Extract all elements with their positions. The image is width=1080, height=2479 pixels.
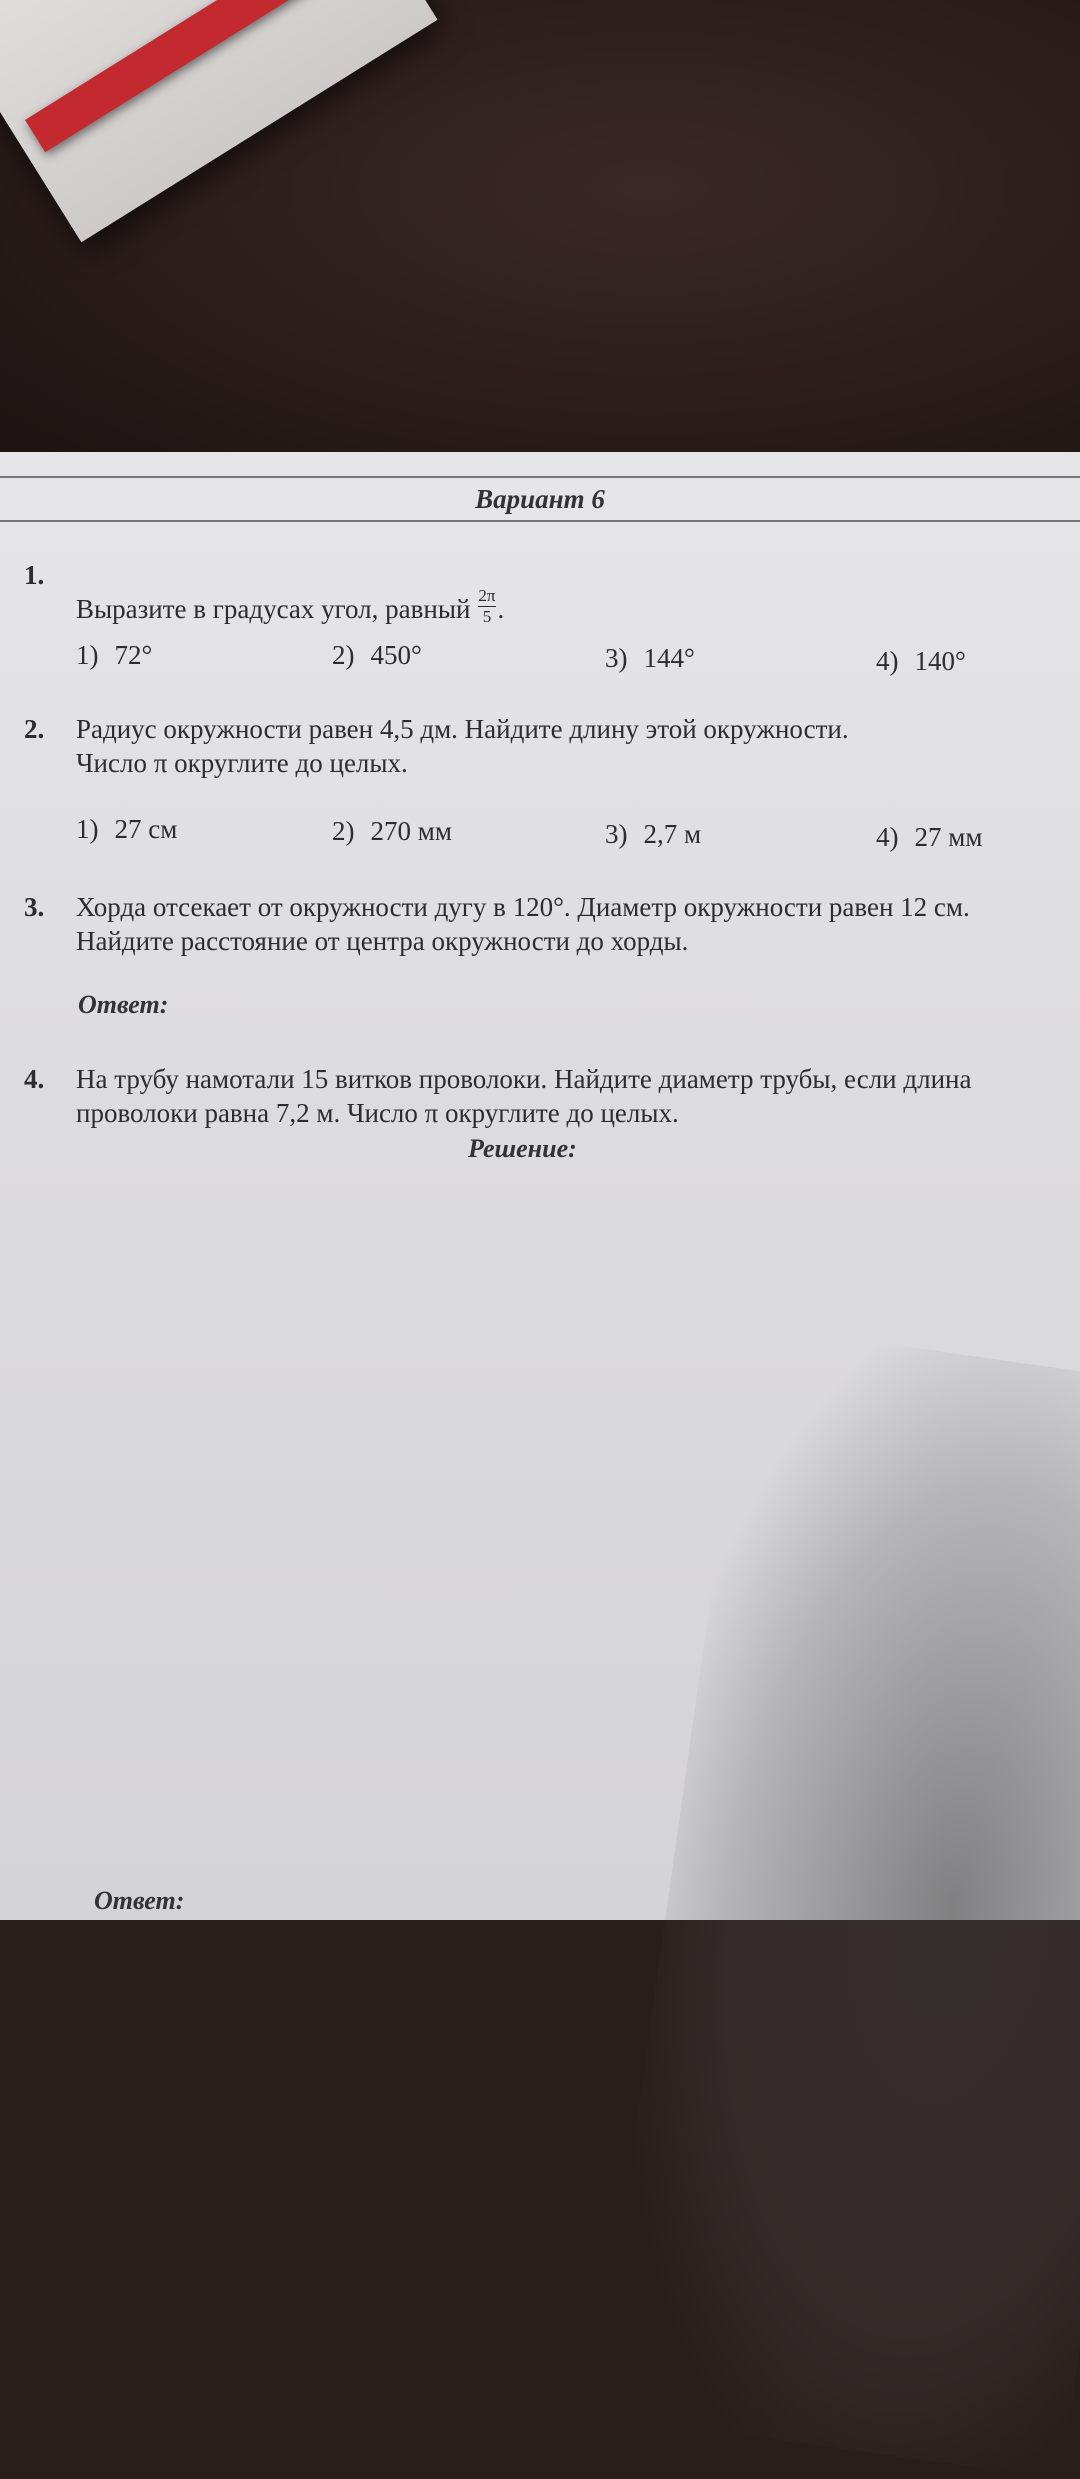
option-number: 4) [876,646,899,676]
option-value: 270 мм [370,816,452,846]
option-value: 144° [643,643,695,673]
option-value: 450° [370,640,422,670]
option-number: 1) [76,814,99,844]
option-number: 1) [76,640,99,670]
option-number: 4) [876,822,899,852]
task-punctuation: . [497,594,505,624]
task-2 [24,712,1074,782]
fraction-denominator: 5 [478,606,495,627]
task-text [76,558,1076,627]
answer-label: Ответ: [78,990,169,1019]
task-number: 3. [24,892,45,922]
task-number: 2. [24,714,45,744]
fraction-numerator: 2π [478,586,496,606]
option-number: 3) [605,819,628,849]
option-number: 2) [332,816,355,846]
solution-label: Решение: [468,1134,577,1163]
task-2-option-3[interactable] [605,819,701,850]
task-text: Хорда отсекает от окружности дугу в 120°. Диаметр окружности равен 12 см. Найдите расстояние от центра окружности до хорды. [76,892,970,956]
option-value: 2,7 м [643,819,702,849]
task-number: 4. [24,1064,45,1094]
option-value: 27 мм [914,822,983,852]
task-text: Радиус окружности равен 4,5 дм. Найдите длину этой окружности. Число π округлите до целых. [76,714,849,778]
task-2-option-1[interactable] [76,814,177,845]
task-1 [24,558,1074,627]
top-rule [0,476,1080,478]
option-value: 27 см [114,814,178,844]
option-number: 3) [605,643,628,673]
task-4 [24,1062,1074,1132]
answer-label: Ответ: [94,1886,185,1915]
hand-shadow [596,1325,1080,2479]
task-2-option-4[interactable] [876,822,982,853]
task-number: 1. [24,560,45,590]
task-text: На трубу намотали 15 витков проволоки. Найдите диаметр трубы, если длина проволоки равна 7,2 м. Число π округлите до целых. [76,1064,972,1128]
option-value: 72° [114,640,153,670]
task-question: Выразите в градусах угол, равный [76,594,471,624]
task-1-option-3[interactable] [605,643,695,674]
task-1-option-2[interactable] [332,640,422,671]
task-3 [24,890,1074,960]
task-1-option-4[interactable] [876,646,966,677]
option-number: 2) [332,640,355,670]
task-2-option-2[interactable] [332,816,452,847]
title-rule [0,520,1080,522]
option-value: 140° [914,646,966,676]
fraction [478,586,495,627]
task-1-option-1[interactable] [76,640,152,671]
variant-title: Вариант 6 [475,484,605,514]
